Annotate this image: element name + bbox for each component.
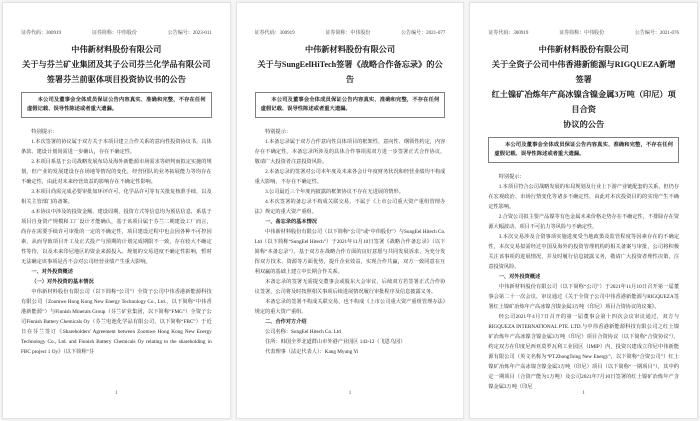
body-paragraph: 2.本项目系基于公司战略发展布局及海外新能源市场需求等研判而拟定实施的规划，但产业的发展建设存在场地等情况的变化，经营团队的业务拓展能力等均存在不确定性，由此对未来经营效益的影响存在不确定性影响。	[21, 159, 212, 185]
body-paragraph: 住所：韩国全罗北道群山市外港产业园区 143-12（飞恩乌园）	[265, 339, 406, 345]
security-name: 证券简称：中伟股份	[325, 31, 371, 36]
security-name: 证券简称：中伟股份	[91, 31, 137, 36]
body-paragraph: 2.本备忘录的签署对公司本年度及未来各会计年度财务状况和经营业绩均不构成重大影响，不存在不确定性。	[254, 169, 446, 185]
announcement-page-rigqueza	[469, 2, 698, 419]
doc-header	[255, 29, 446, 36]
announcement-title	[488, 42, 679, 132]
page-number: 1	[348, 391, 352, 396]
body-paragraph: 特别提示：	[31, 129, 58, 135]
body-paragraph: 1.本次签署的协议属于双方关于本项目建立合作关系的意向性投资协议书，具体条款、建设计划尚需进一步确认，存在不确定性。	[21, 139, 212, 155]
doc-header	[21, 29, 212, 36]
page-number: 1	[115, 391, 118, 396]
title-line: 红土镍矿冶炼年产高冰镍含镍金属3万吨（印尼）项目合资	[491, 90, 676, 114]
title-line: 关于与SungEelHiTech签署《战略合作备忘录》的公告	[257, 60, 443, 84]
notice-box: 本公司及董事会全体成员保证公告内容真实、准确和完整，不存在任何虚假记载、误导性陈述或者重大遗漏。	[21, 92, 212, 118]
body-paragraph: 特别提示：	[498, 174, 525, 180]
body-paragraph: 4.本协议中涉及的投资金额、建设周期、投资方式等信息均为预估信息，系基于项目自身资产规模和工厂设计才能确认，基于该项目属于芬兰二期建设工厂而言，尚存在需要手续许可审批的一定的不确定性，项目建设过程中也会因各种不可控因素，从而导致项目开工及正式投产与预期的计划完成期限不一致，存在较大不确定性等待，以及未来印尼地区的资金来源投入、规划的交易进度不确定性影响，暂时无法确定该事项是否不会对公司经营业绩产生重大影响。	[21, 209, 212, 265]
page-number: 1	[582, 391, 585, 396]
announcement-number: 公告编号：2023-011	[167, 31, 212, 36]
section-heading: 二、合作对方介绍	[265, 319, 307, 325]
announcement-page-sungeel	[236, 2, 465, 419]
body-paragraph: 1.本项目符合公司战略发展的布局规划及行业上下游产业链配套的关系，但仍存在宏观政治、市场行情变化等诸多不确定性，由此对本次投资目的的实现产生不确定性影响。	[488, 184, 680, 210]
body-paragraph: 1.本备忘录属于双方合作意向性具体项目的框架性、意向性、纲领性约定，内容存在不确定性。本备忘录所涉及的具体合作事项需双方进一步签署正式合作协议，敬请广大投资者注意投资风险。	[254, 139, 446, 165]
title-line: 中伟新材料股份有限公司	[71, 45, 162, 54]
section-heading: 一、备忘录的基本情况	[265, 219, 317, 225]
body-paragraph: 3.本次交易涉及合资事项实施进度受当地政策及监管程度等因素存在的不确定性，本次交易拟需经过中国及海外的投资管理机构的相关备案与审批，公司将积极关注该事项的进展情况，并及时履行信息披露义务，敬请广大投资者理性决策，注意投资风险。	[488, 234, 680, 270]
body-paragraph: 本备忘录的签署无需提交董事会或股东大会审议，后续双方若签署正式合作协议签署，公司将及时按照相关事项后续进展情况履行审批程序及信息披露义务。	[254, 279, 446, 295]
body-paragraph: 4.本次签署的备忘录不构成关联交易，不属于《上市公司重大资产重组管理办法》规定的重大资产重组。	[254, 199, 446, 215]
title-line: 关于与芬兰矿业集团及其子公司芬兰化学品有限公司	[22, 60, 211, 69]
body-paragraph: 中伟新材料股份有限公司（以下简称“公司”或“中伟股份”）与SungEel Hitech Co. Ltd（以下简称“SungEel Hitech”）于2021年11月10日签署《战略合作备忘录》（以下简称“本备忘录”），基于双方在战略合作方面的良好意愿与共同发展诉求，为充分发挥双方技术、资源等方面优势，提升企业效益，实现合作共赢，双方一致同意在互利双赢的基础上建立中长期合作关系。	[254, 229, 446, 275]
announcement-body	[255, 127, 446, 357]
body-paragraph: 中伟新材料股份有限公司（以下简称“公司”）全资子公司中伟香港新能源科技有限公司（Zoomwe Hong Kong New Energy Technology Co., Ltd.，以下简称“中伟香港新能源”）与Finnish Minerals Group（芬兰矿业集团，以下简称“FMG”）全资子公司Finnish Battery Chemicals Oy（芬兰电池化学品有限公司，以下简称“FBC”）于近日在芬兰签订《Shareholders' Agreement between Zoomwe Hong Kong New Energy Technology Co., Ltd. and Finnish Battery Chemicals Oy relating to the shareholding in FBC project 1 Oy》（以下简称“芬	[21, 289, 212, 355]
announcement-number: 公告编号：2021-077	[401, 31, 446, 36]
body-paragraph: 本备忘录的签署不构成关联交易，也不构成《上市公司重大资产重组管理办法》规定的重大资产重组。	[254, 299, 446, 315]
announcement-title	[255, 42, 446, 87]
doc-header	[488, 29, 679, 36]
title-line: 协议的公告	[563, 120, 605, 129]
announcement-body	[488, 172, 679, 392]
title-line: 签署芬兰前驱体项目投资协议书的公告	[46, 75, 186, 84]
body-paragraph: 3.公司最近三个年度内披露的框架协议不存在无进展的情形。	[265, 189, 404, 195]
notice-box: 本公司及董事会全体成员保证公告内容真实、准确和完整，不存在任何虚假记载、误导性陈述或者重大遗漏。	[488, 137, 679, 163]
body-paragraph: 公司名称：SungEel Hitech Co. Ltd	[265, 329, 341, 335]
announcement-title	[21, 42, 212, 87]
section-heading: 一、对外投资概述	[498, 274, 541, 280]
notice-box: 本公司及董事会全体成员保证公告内容真实、准确和完整，不存在任何虚假记载、误导性陈述或者重大遗漏。	[255, 92, 446, 118]
security-code: 证券代码：300919	[254, 31, 295, 36]
title-line: 关于全资子公司中伟香港新能源与RIGQUEZA新增签署	[491, 60, 676, 84]
security-code: 证券代码：300919	[21, 31, 62, 36]
announcement-number: 公告编号：2021-076	[634, 31, 680, 36]
body-paragraph: 中伟新材料股份有限公司（以下简称“公司”）于2021年11月10日召开第一届董事会第二十一次会议，审议通过《关于全资子公司中伟香港新能源与RIGQUEZA签署红土镍矿冶炼年产高冰镍含镍金属3万吨（印尼）项目合资协议的议案》。	[488, 284, 680, 310]
section-heading: （一）对外投资的基本情况	[31, 279, 94, 285]
body-paragraph: 3.本项目尚需完成必要审批如环评许可、化学品许可等有关批复核准手续，以及相关主管部门的备案。	[21, 189, 212, 205]
body-paragraph: 2.合资公司拟主要产品镍等有色金属未来价格走势存在不确定性，不排除存在资源大幅波动、项目不可抗力等风险与不确定性。	[488, 214, 680, 230]
section-heading: 一、对外投资概述	[31, 269, 73, 275]
announcement-page-finland	[2, 2, 231, 419]
body-paragraph: 特别提示：	[265, 129, 292, 135]
announcement-body	[21, 127, 212, 357]
security-name: 证券简称：中伟股份	[559, 31, 605, 36]
body-paragraph: 代表理事（法定代表人）：Kang Myung Yi	[265, 349, 359, 355]
body-paragraph: 经公司2021年4月7日召开的第一届董事会第十四次会议审议通过，双方与RIGQUEZA INTERNATIONAL PTE. LTD.与中伟香港新能源科技有限公司之红土镍矿冶炼年产高冰镍含镍金属3万吨（印尼）项目合资协议（以下简称“合资协议”），约定双方在印度尼西亚莫罗瓦利工业园区（IMIP）内，投资兴建成立印尼中伟新能源有限公司（英文名称为“PT.ZhongTsing New Energy”，以下简称“合资公司”）红土镍矿冶炼年产高冰镍含镍金属3万吨（印尼）项目（以下简称“一期项目”），其中约定一期项目（合资产能为1万吨）及公司2021年7月10日签署的红土镍矿冶炼年产含镍金属3万吨（印尼	[488, 314, 680, 390]
title-line: 中伟新材料股份有限公司	[304, 45, 396, 54]
security-code: 证券代码：300919	[488, 31, 529, 36]
title-line: 中伟新材料股份有限公司	[538, 45, 629, 54]
